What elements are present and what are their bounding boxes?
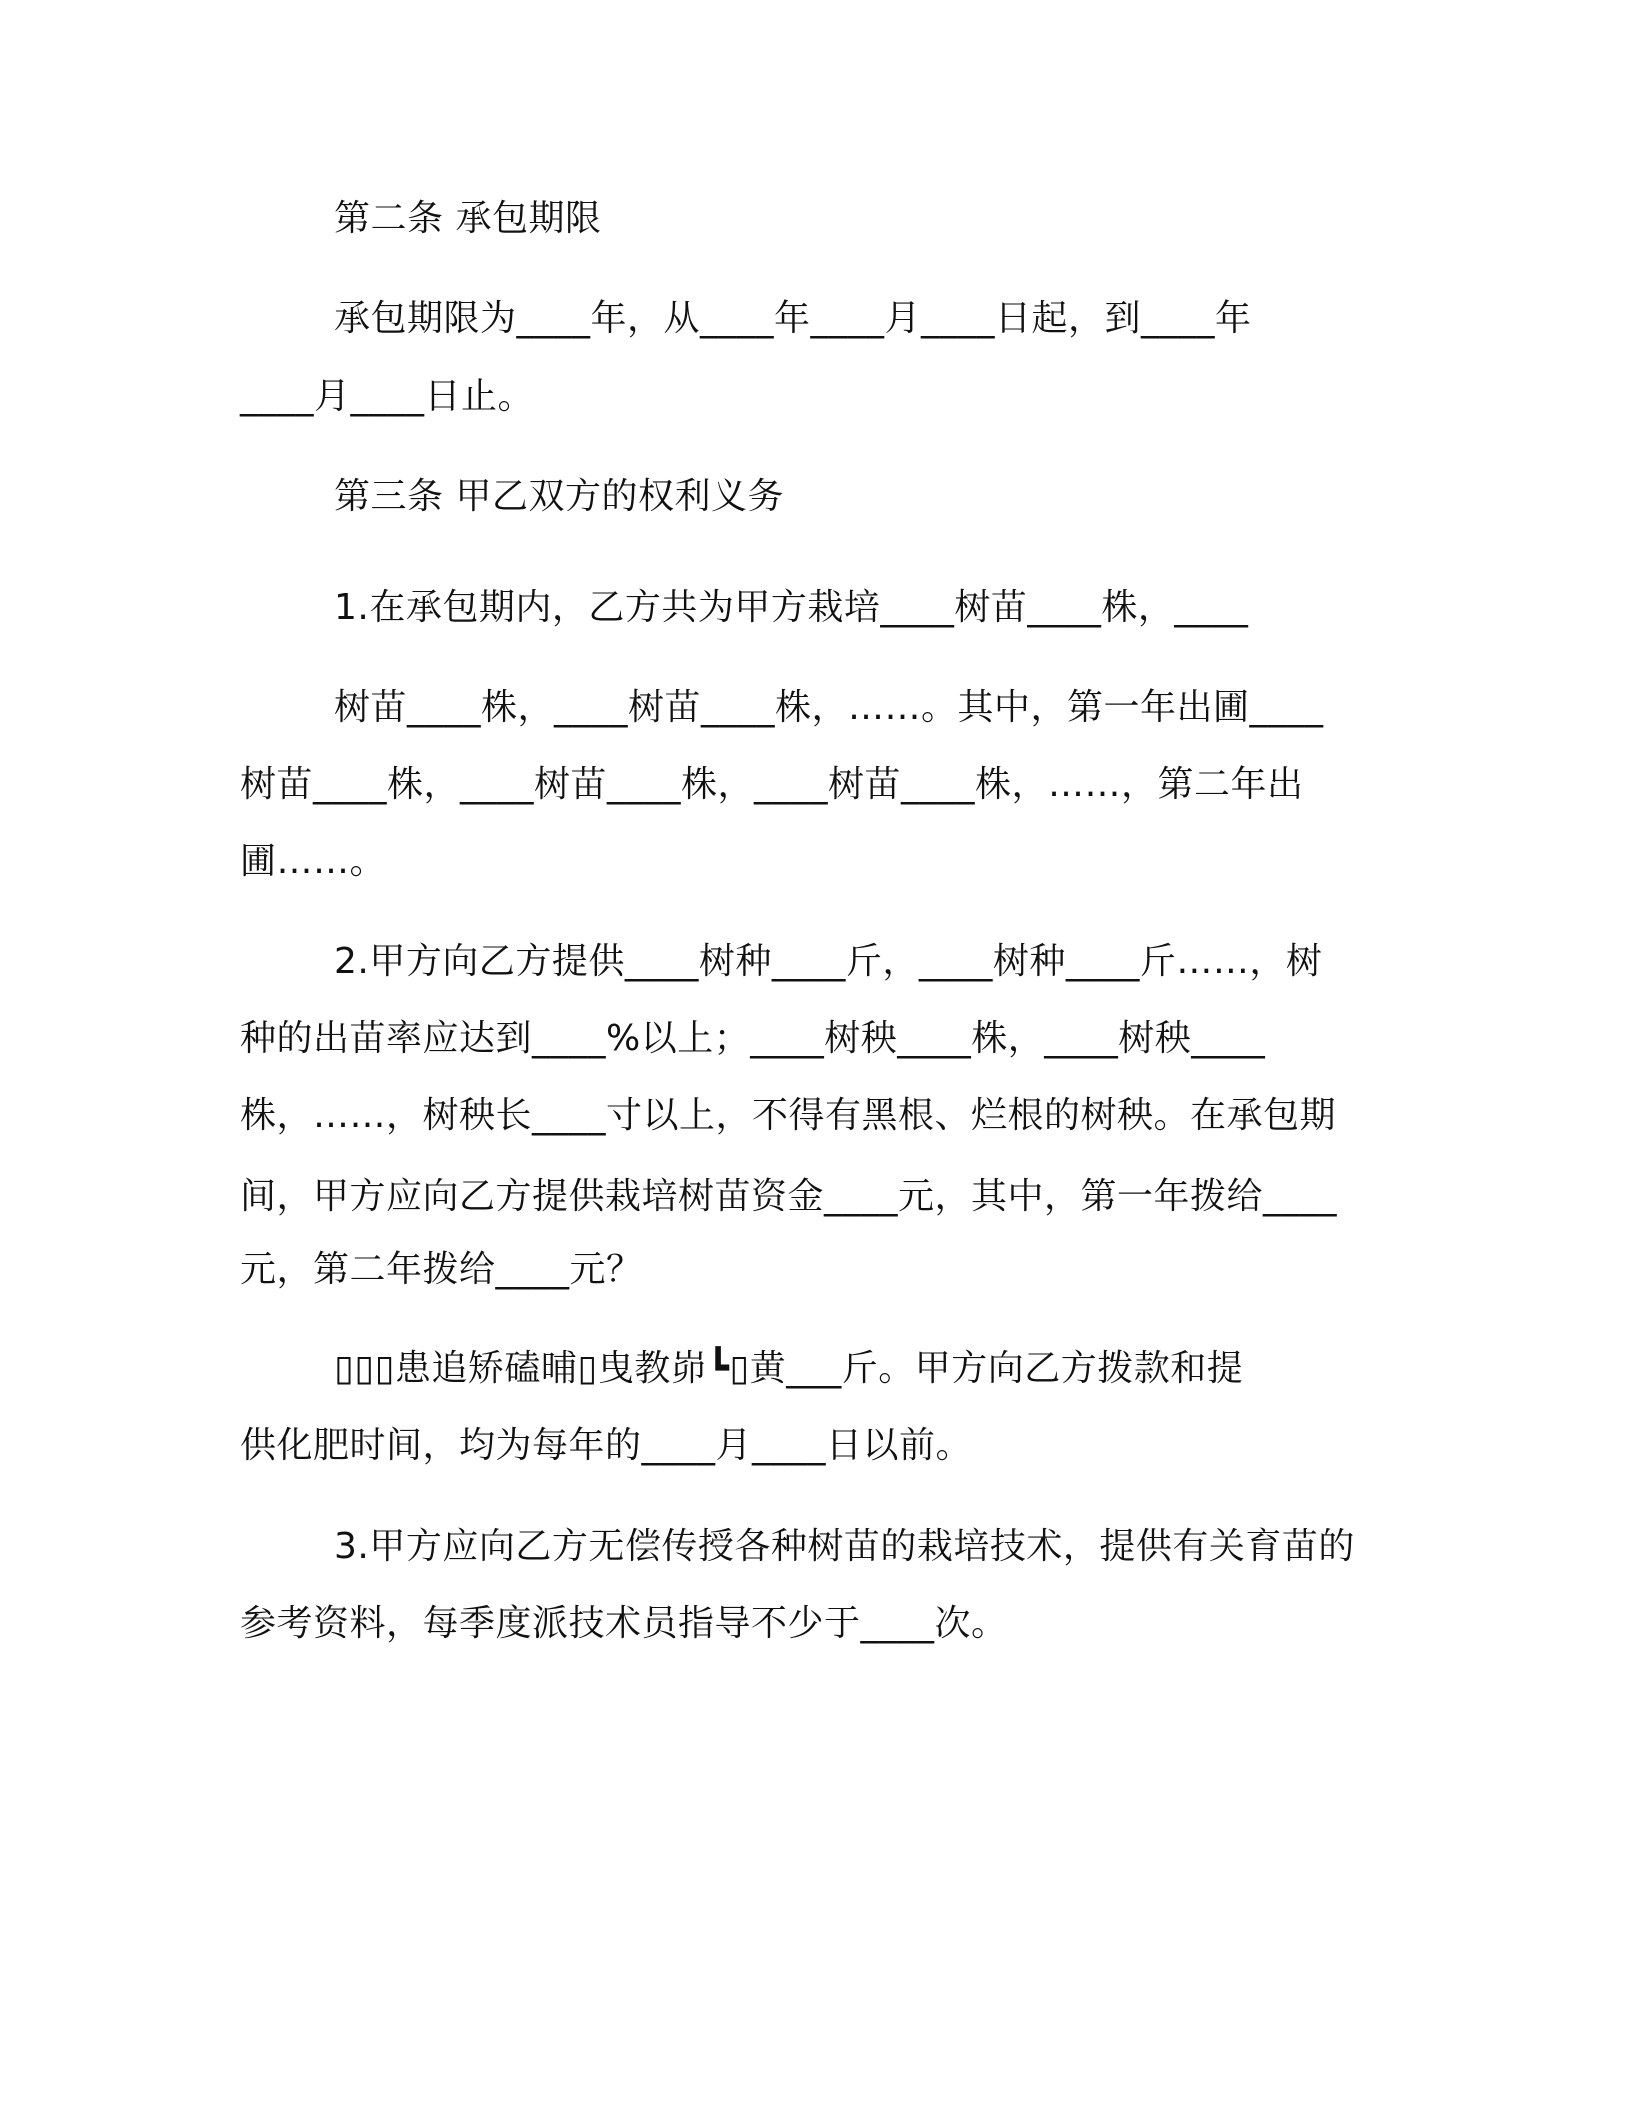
paragraph-line: 元，第二年拨给____元？: [240, 1249, 643, 1290]
paragraph-line: 3.甲方应向乙方无偿传授各种树苗的栽培技术，提供有关育苗的: [334, 1526, 1355, 1567]
paragraph-line: 1.在承包期内，乙方共为甲方栽培____树苗____株，____: [334, 587, 1249, 628]
paragraph-line: 株，……，树秧长____寸以上，不得有黑根、烂根的树秧。在承包期: [240, 1095, 1337, 1136]
paragraph-line: 供化肥时间，均为每年的____月____日以前。: [240, 1425, 973, 1466]
paragraph-line: 树苗____株，____树苗____株，____树苗____株，……，第二年出: [240, 764, 1304, 805]
paragraph-line: 承包期限为____年，从____年____月____日起，到____年: [334, 298, 1252, 339]
paragraph-line: 种的出苗率应达到____%以上；____树秧____株，____树秧____: [240, 1018, 1266, 1059]
paragraph-line: 参考资料，每季度派技术员指导不少于____次。: [240, 1603, 1008, 1644]
paragraph-line: ____月____日止。: [240, 376, 535, 417]
paragraph-line: 2.甲方向乙方提供____树种____斤，____树种____斤……，树: [334, 941, 1323, 982]
paragraph-line: 圃……。: [240, 841, 387, 882]
article-3-heading: 第三条 甲乙双方的权利义务: [334, 476, 784, 517]
article-2-heading: 第二条 承包期限: [334, 198, 602, 239]
paragraph-line: 树苗____株，____树苗____株，……。其中，第一年出圃____: [334, 687, 1324, 728]
paragraph-line: ▯▯▯患追矫磕晡▯曳教峁┗▯黄___斤。甲方向乙方拨款和提: [334, 1348, 1244, 1389]
paragraph-line: 间，甲方应向乙方提供栽培树苗资金____元，其中，第一年拨给____: [240, 1176, 1338, 1217]
